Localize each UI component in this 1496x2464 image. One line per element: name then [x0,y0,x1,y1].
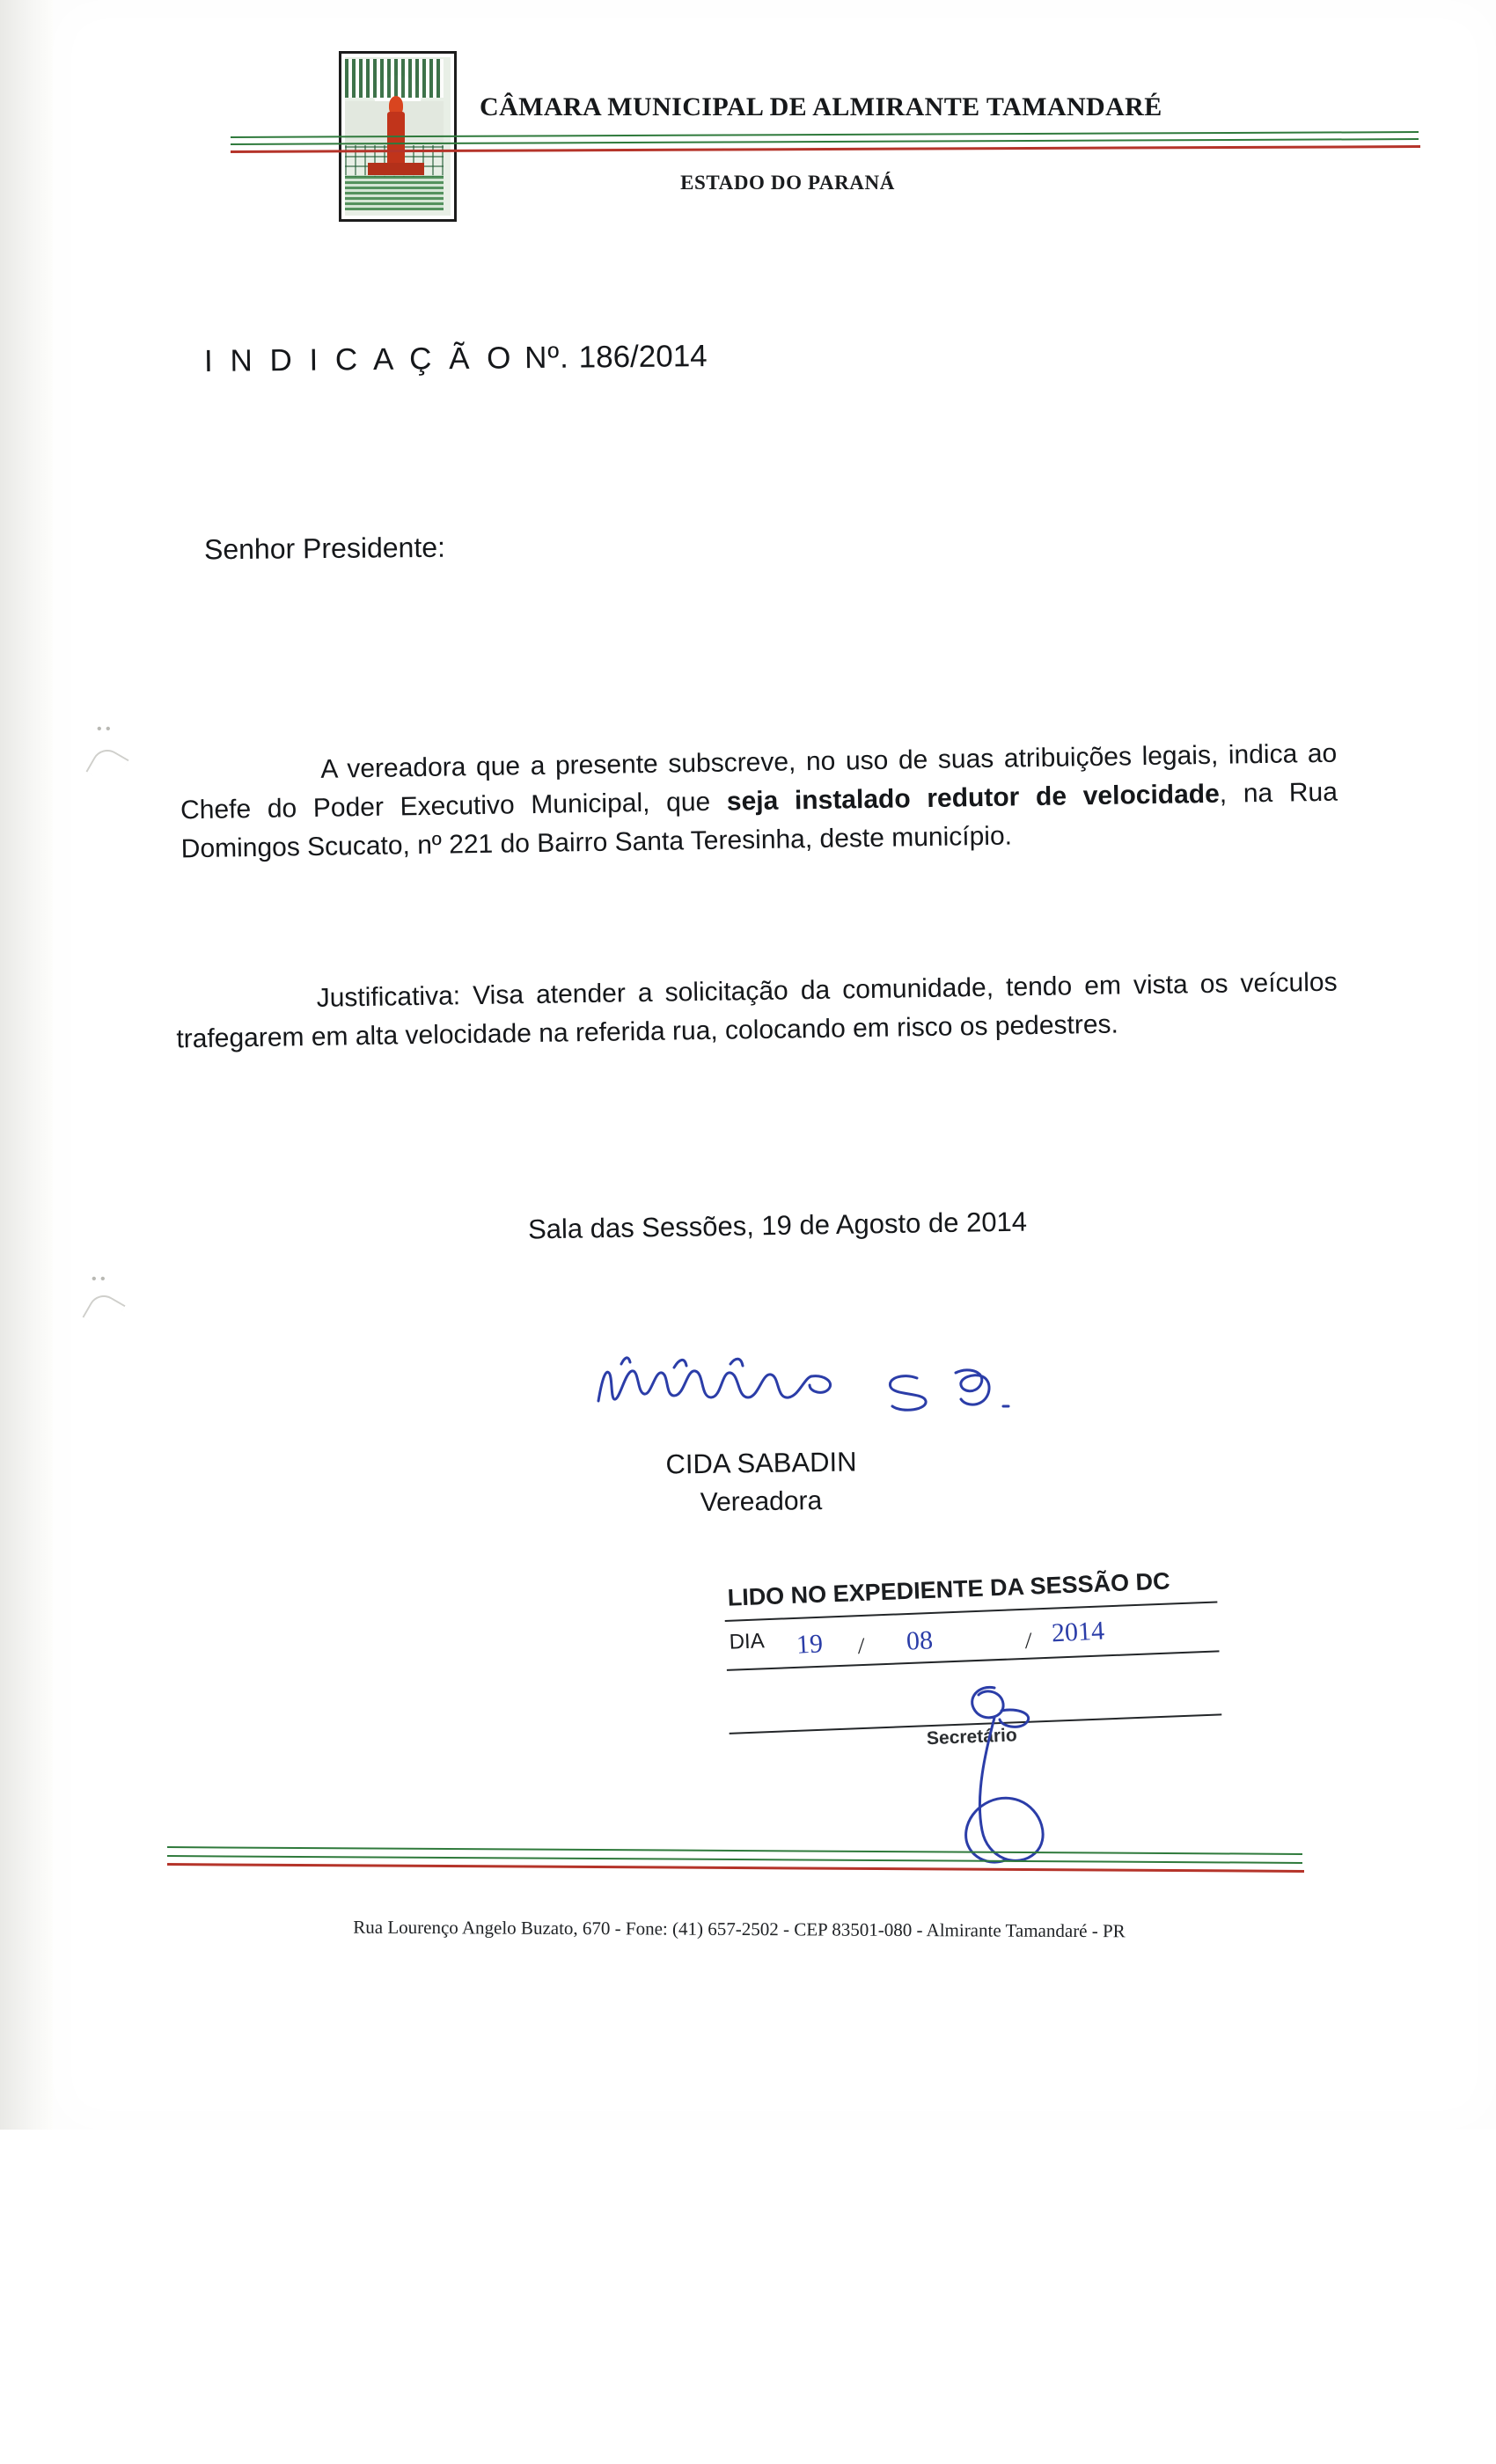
stamp-secretary-label: Secretário [926,1725,1018,1749]
paragraph-1-emphasis: seja instalado redutor de velocidade [726,779,1221,817]
scan-artifact-dot-1: • • [97,722,111,737]
paper-sheet [53,0,1496,2130]
document-number-line [204,339,708,379]
institution-title: CÂMARA MUNICIPAL DE ALMIRANTE TAMANDARÉ [480,92,1162,121]
stamp-slash-2: / [1025,1628,1032,1654]
document-number-value: 186/2014 [578,339,708,375]
justification-label: Justificativa: [316,981,461,1013]
stamp-month-value: 08 [906,1625,934,1656]
body-paragraph-1 [180,735,1338,869]
place-and-date: Sala das Sessões, 19 de Agosto de 2014 [527,1206,1028,1245]
session-stamp [709,1557,1244,1779]
letterhead [0,0,1496,264]
document-number-prefix: Nº. [524,340,570,376]
justification-text: Visa atender a solicitação da comunidade, tendo em vista os veículos trafegarem em alta velocidade na referida rua, colocando em risco os pedestres. [176,967,1338,1054]
stamp-slash-1: / [858,1633,865,1659]
salutation: Senhor Presidente: [203,531,446,566]
stamp-day-value: 19 [796,1629,824,1660]
paragraph-indent [180,778,321,781]
scan-left-edge [0,0,53,2464]
institution-subtitle: ESTADO DO PARANÁ [680,172,895,194]
footer-address: Rua Lourenço Angelo Buzato, 670 - Fone: (41) 657-2502 - CEP 83501-080 - Almirante Tamandaré - PR [353,1916,1126,1942]
stamp-day-label: DIA [729,1629,766,1654]
paragraph-1-text-b: , na Rua Domingos Scucato, nº 221 do Bairro Santa Teresinha, deste município. [180,777,1338,864]
stamp-year-value: 2014 [1051,1616,1105,1648]
signer-role: Vereadora [700,1486,823,1517]
paragraph-indent-2 [176,1007,317,1009]
stamp-title: LIDO NO EXPEDIENTE DA SESSÃO DC [727,1567,1171,1611]
scan-bottom-edge [0,2130,1496,2464]
scan-artifact-dot-2: • • [92,1272,106,1287]
document-type-label: I N D I C A Ç Ã O [203,341,516,378]
signer-name: CIDA SABADIN [665,1446,857,1480]
paragraph-1-text-a: A vereadora que a presente subscreve, no uso de suas atribuições legais, indica ao Chefe do Poder Executivo Municipal, que [180,738,1338,825]
